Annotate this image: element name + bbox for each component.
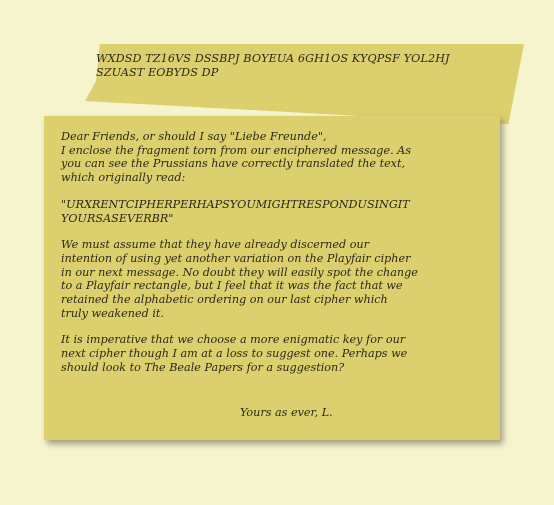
letter-paragraph-3-line-3: should look to The Beale Papers for a suggestion? bbox=[61, 360, 345, 374]
letter-body bbox=[61, 130, 493, 375]
plaintext-line-1: "URXRENTCIPHERPERHAPSYOUMIGHTRESPONDUSINGIT bbox=[61, 197, 410, 211]
letter-paragraph-1-line-3: which originally read: bbox=[61, 171, 186, 185]
letter-paragraph-2-line-4: to a Playfair rectangle, but I feel that it was the fact that we bbox=[61, 279, 403, 293]
plaintext-line-2: YOURSASEVERBR" bbox=[61, 211, 174, 225]
letter-paragraph-2-line-6: truly weakened it. bbox=[61, 306, 164, 320]
letter-paragraph-3-line-2: next cipher though I am at a loss to suggest one. Perhaps we bbox=[61, 347, 408, 361]
letter-paragraph-2-line-3: in our next message. No doubt they will easily spot the change bbox=[61, 265, 418, 279]
letter-paragraph-3-line-1: It is imperative that we choose a more enigmatic key for our bbox=[61, 333, 406, 347]
letter-paragraph-1-line-2: you can see the Prussians have correctly translated the text, bbox=[61, 157, 406, 171]
letter-paragraph-2-line-1: We must assume that they have already discerned our bbox=[61, 238, 369, 252]
letter-greeting: Dear Friends, or should I say "Liebe Freunde", bbox=[61, 130, 327, 143]
letter-paragraph-2-line-2: intention of using yet another variation on the Playfair cipher bbox=[61, 251, 411, 265]
cipher-fragment-line-2: SZUAST EOBYDS DP bbox=[96, 66, 219, 79]
letter-paragraph-1-line-1: I enclose the fragment torn from our enciphered message. As bbox=[61, 143, 411, 157]
letter-signoff: Yours as ever, L. bbox=[240, 406, 333, 419]
cipher-fragment-line-1: WXDSD TZ16VS DSSBPJ BOYEUA 6GH1OS KYQPSF YOL2HJ bbox=[96, 52, 450, 65]
letter-paragraph-2-line-5: retained the alphabetic ordering on our last cipher which bbox=[61, 293, 388, 307]
